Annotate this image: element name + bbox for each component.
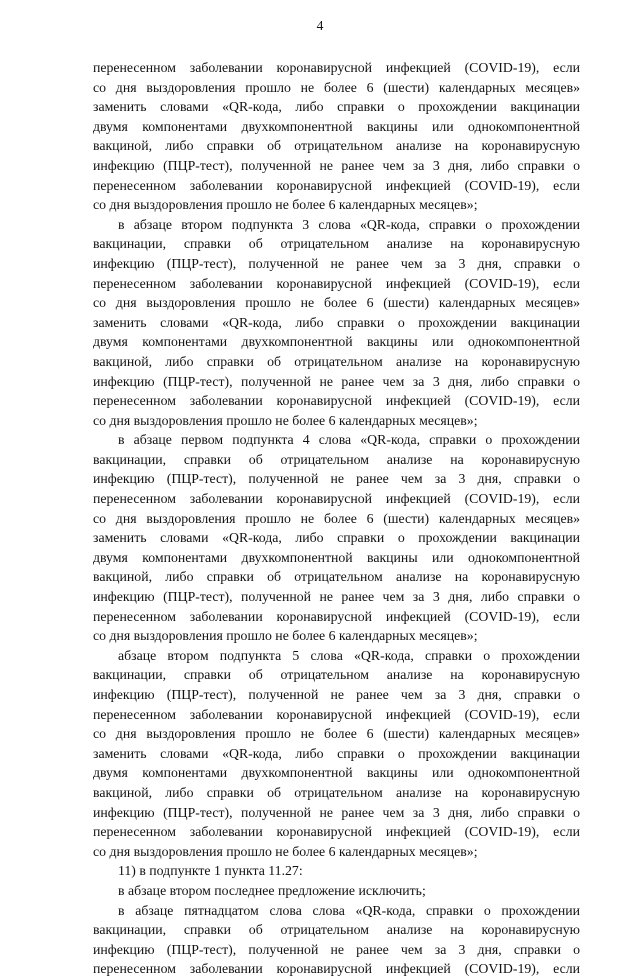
text-line: двумя компонентами двухкомпонентной вакцины или однокомпонентной xyxy=(93,549,580,565)
text-line: перенесенном заболевании коронавирусной инфекцией (COVID-19), если xyxy=(93,60,580,75)
text-line: инфекцию (ПЦР-тест), полученной не ранее чем за 3 дня, либо справки о xyxy=(93,589,580,605)
text-line: со дня выздоровления прошло не более 6 календарных месяцев»; xyxy=(93,843,478,859)
text-line: двумя компонентами двухкомпонентной вакцины или однокомпонентной xyxy=(93,118,580,134)
text-line: со дня выздоровления прошло не более 6 календарных месяцев»; xyxy=(93,412,478,428)
text-line: со дня выздоровления прошло не более 6 (шести) календарных месяцев» xyxy=(93,726,580,742)
text-line: инфекцию (ПЦР-тест), полученной не ранее чем за 3 дня, справки о xyxy=(93,941,580,957)
text-line: инфекцию (ПЦР-тест), полученной не ранее чем за 3 дня, справки о xyxy=(93,471,580,487)
text-line: двумя компонентами двухкомпонентной вакцины или однокомпонентной xyxy=(93,765,580,781)
text-line: в абзаце пятнадцатом слова слова «QR-кода, справки о прохождении xyxy=(118,902,580,918)
text-line: перенесенном заболевании коронавирусной инфекцией (COVID-19), если xyxy=(93,961,580,977)
text-line: вакцинации, справки об отрицательном анализе на коронавирусную xyxy=(93,451,580,467)
text-line: вакциной, либо справки об отрицательном анализе на коронавирусную xyxy=(93,353,580,369)
page-number: 4 xyxy=(316,18,324,33)
text-line: перенесенном заболевании коронавирусной инфекцией (COVID-19), если xyxy=(93,491,580,507)
text-line: инфекцию (ПЦР-тест), полученной не ранее чем за 3 дня, справки о xyxy=(93,687,580,702)
text-line: вакциной, либо справки об отрицательном анализе на коронавирусную xyxy=(93,784,580,800)
text-line: заменить словами «QR-кода, либо справки о прохождении вакцинации xyxy=(93,745,580,761)
text-line: со дня выздоровления прошло не более 6 календарных месяцев»; xyxy=(93,628,478,644)
text-line: вакциной, либо справки об отрицательном анализе на коронавирусную xyxy=(93,569,580,585)
text-line: абзаце втором подпункта 5 слова «QR-кода, справки о прохождении xyxy=(118,647,580,663)
text-line: в абзаце втором последнее предложение исключить; xyxy=(118,882,426,898)
text-line: перенесенном заболевании коронавирусной инфекцией (COVID-19), если xyxy=(93,824,580,840)
text-line: заменить словами «QR-кода, либо справки о прохождении вакцинации xyxy=(93,314,580,330)
text-line: перенесенном заболевании коронавирусной инфекцией (COVID-19), если xyxy=(93,275,580,291)
text-line: перенесенном заболевании коронавирусной инфекцией (COVID-19), если xyxy=(93,608,580,624)
text-line: со дня выздоровления прошло не более 6 (шести) календарных месяцев» xyxy=(93,295,580,311)
text-line: вакцинации, справки об отрицательном анализе на коронавирусную xyxy=(93,667,580,683)
document-body xyxy=(93,58,580,979)
text-line: инфекцию (ПЦР-тест), полученной не ранее чем за 3 дня, либо справки о xyxy=(93,373,580,389)
text-line: инфекцию (ПЦР-тест), полученной не ранее чем за 3 дня, либо справки о xyxy=(93,157,580,173)
text-line: вакцинации, справки об отрицательном анализе на коронавирусную xyxy=(93,922,580,938)
text-line: со дня выздоровления прошло не более 6 (шести) календарных месяцев» xyxy=(93,510,580,526)
text-line: перенесенном заболевании коронавирусной инфекцией (COVID-19), если xyxy=(93,177,580,193)
text-line: двумя компонентами двухкомпонентной вакцины или однокомпонентной xyxy=(93,334,580,350)
text-line: перенесенном заболевании коронавирусной инфекцией (COVID-19), если xyxy=(93,393,580,409)
text-line: 11) в подпункте 1 пункта 11.27: xyxy=(118,863,303,879)
text-line: инфекцию (ПЦР-тест), полученной не ранее чем за 3 дня, либо справки о xyxy=(93,804,580,820)
text-line: инфекцию (ПЦР-тест), полученной не ранее чем за 3 дня, справки о xyxy=(93,255,580,271)
text-line: в абзаце втором подпункта 3 слова «QR-кода, справки о прохождении xyxy=(118,216,580,232)
text-line: со дня выздоровления прошло не более 6 (шести) календарных месяцев» xyxy=(93,79,580,95)
text-line: перенесенном заболевании коронавирусной инфекцией (COVID-19), если xyxy=(93,706,580,722)
text-line: вакцинации, справки об отрицательном анализе на коронавирусную xyxy=(93,236,580,252)
text-line: заменить словами «QR-кода, либо справки о прохождении вакцинации xyxy=(93,99,580,115)
text-line: вакциной, либо справки об отрицательном анализе на коронавирусную xyxy=(93,138,580,154)
text-line: заменить словами «QR-кода, либо справки о прохождении вакцинации xyxy=(93,530,580,546)
text-line: в абзаце первом подпункта 4 слова «QR-кода, справки о прохождении xyxy=(118,432,580,448)
text-line: со дня выздоровления прошло не более 6 календарных месяцев»; xyxy=(93,197,478,213)
